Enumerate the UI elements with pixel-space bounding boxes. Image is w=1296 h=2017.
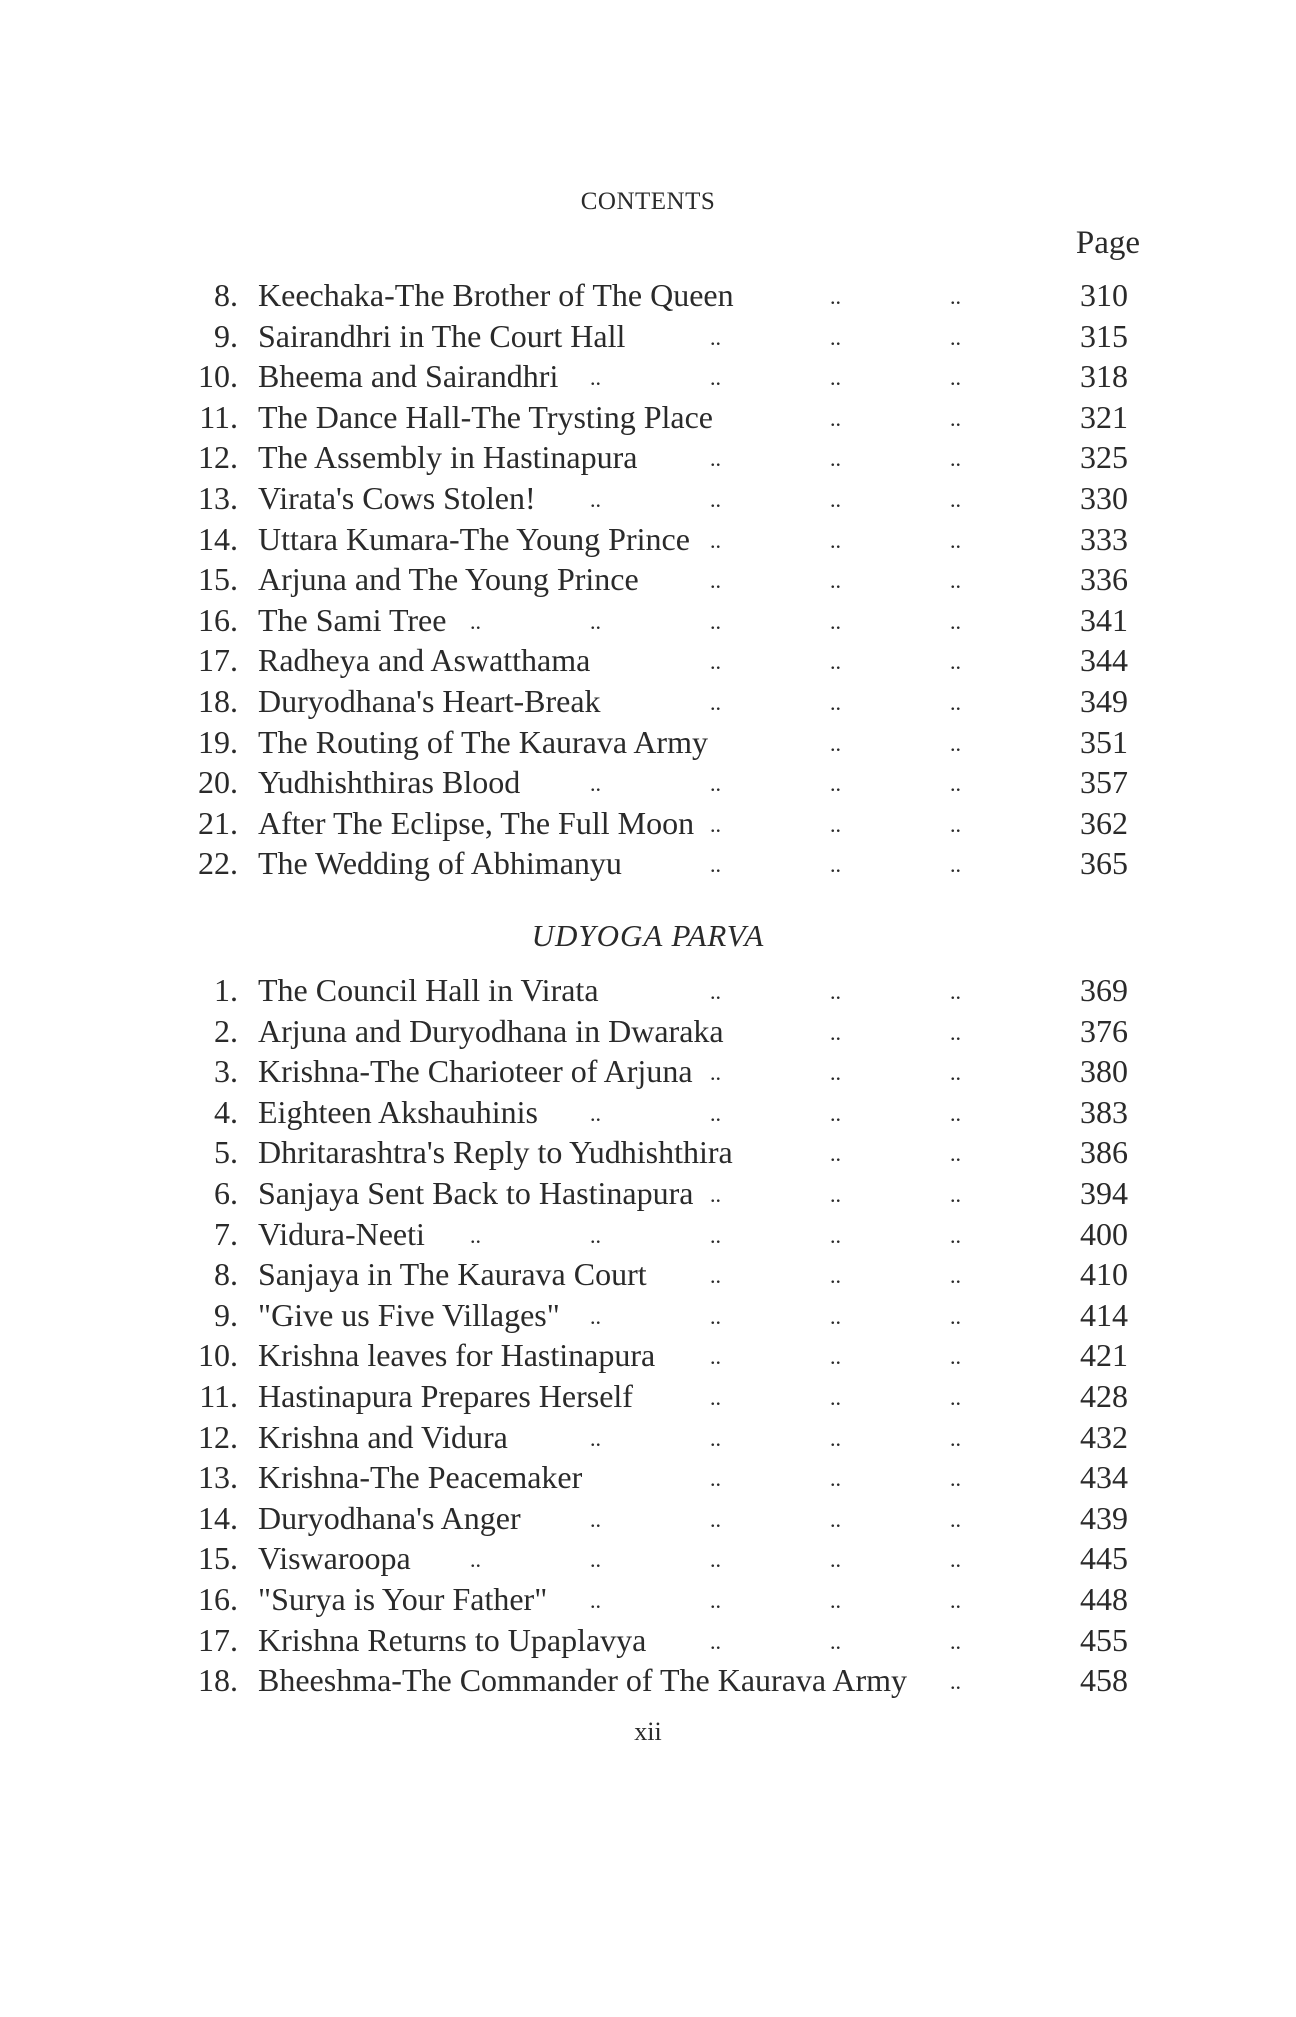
entry-page-number: 380 [1080, 1053, 1128, 1090]
entry-number: 10. [198, 1337, 238, 1374]
entry-page-number: 434 [1080, 1459, 1128, 1496]
entry-page-number: 341 [1080, 601, 1128, 638]
entry-page-number: 349 [1080, 682, 1128, 719]
entry-title: Vidura-Neeti [258, 1215, 425, 1252]
entry-number: 13. [198, 479, 238, 516]
entry-title: Yudhishthiras Blood [258, 764, 521, 801]
entry-page-number: 400 [1080, 1215, 1128, 1252]
entry-number: 1. [214, 972, 238, 1008]
toc-entry [0, 762, 1296, 803]
toc-list-virata-parva [0, 275, 1296, 884]
entry-number: 13. [198, 1459, 238, 1496]
dot-leader: .. .. .. .. [590, 1303, 961, 1329]
entry-title: Uttara Kumara-The Young Prince [258, 520, 690, 557]
dot-leader: .. .. .. [710, 1466, 961, 1492]
entry-title: Krishna-The Charioteer of Arjuna [258, 1053, 693, 1090]
entry-page-number: 421 [1080, 1337, 1128, 1374]
toc-entry [0, 1498, 1296, 1539]
dot-leader: .. .. .. [710, 1344, 961, 1370]
contents-heading: CONTENTS [580, 188, 716, 215]
entry-number: 14. [198, 520, 238, 557]
dot-leader: .. .. .. [710, 1263, 961, 1289]
dot-leader: .. .. [830, 284, 961, 309]
toc-entry [0, 1376, 1296, 1417]
entry-number: 16. [198, 1580, 238, 1617]
dot-leader: .. .. .. [710, 324, 961, 350]
entry-page-number: 458 [1080, 1662, 1128, 1699]
dot-leader: .. .. [830, 1019, 961, 1045]
entry-number: 18. [198, 682, 238, 719]
toc-entry [0, 640, 1296, 681]
dot-leader: .. .. .. [710, 1181, 961, 1207]
entry-number: 14. [198, 1499, 238, 1536]
entry-page-number: 365 [1080, 845, 1128, 882]
entry-title: Keechaka-The Brother of The Queen [258, 277, 734, 313]
entry-number: 2. [214, 1012, 238, 1049]
entry-page-number: 351 [1080, 723, 1128, 760]
dot-leader: .. [950, 1669, 961, 1695]
toc-entry [0, 559, 1296, 600]
entry-title: Virata's Cows Stolen! [258, 479, 536, 516]
entry-title: The Dance Hall-The Trysting Place [258, 398, 713, 435]
entry-title: The Sami Tree [258, 601, 447, 638]
page-number-folio: xii [634, 1717, 662, 1746]
toc-entry [0, 1254, 1296, 1295]
toc-entry [0, 1214, 1296, 1255]
entry-page-number: 318 [1080, 358, 1128, 395]
toc-entry [0, 722, 1296, 763]
entry-number: 3. [214, 1053, 238, 1090]
toc-entry [0, 1660, 1296, 1701]
entry-number: 21. [198, 804, 238, 841]
toc-entry [0, 1173, 1296, 1214]
entry-title: Sanjaya in The Kaurava Court [258, 1256, 647, 1293]
entry-title: Radheya and Aswatthama [258, 642, 591, 679]
entry-number: 5. [214, 1134, 238, 1171]
dot-leader: .. .. .. [710, 1060, 961, 1086]
entry-number: 22. [198, 845, 238, 882]
entry-number: 6. [214, 1174, 238, 1211]
entry-number: 7. [214, 1215, 238, 1252]
toc-entry [0, 1538, 1296, 1579]
toc-entry [0, 437, 1296, 478]
dot-leader: .. .. [830, 405, 961, 431]
entry-number: 17. [198, 1621, 238, 1658]
entry-number: 12. [198, 439, 238, 476]
entry-page-number: 362 [1080, 804, 1128, 841]
dot-leader: .. .. .. [710, 811, 961, 837]
entry-page-number: 344 [1080, 642, 1128, 679]
entry-page-number: 410 [1080, 1256, 1128, 1293]
entry-title: Krishna Returns to Upaplavya [258, 1621, 647, 1658]
entry-title: Sanjaya Sent Back to Hastinapura [258, 1174, 694, 1211]
page-column-label: Page [1075, 225, 1140, 261]
dot-leader: .. .. .. [710, 979, 961, 1004]
entry-page-number: 310 [1080, 277, 1128, 313]
entry-page-number: 369 [1080, 972, 1128, 1008]
entry-title: The Wedding of Abhimanyu [258, 845, 622, 882]
entry-page-number: 394 [1080, 1174, 1128, 1211]
entry-number: 20. [198, 764, 238, 801]
entry-page-number: 439 [1080, 1499, 1128, 1536]
toc-entry [0, 843, 1296, 884]
entry-number: 15. [198, 1540, 238, 1577]
dot-leader: .. .. .. .. .. [470, 1222, 961, 1248]
entry-page-number: 432 [1080, 1418, 1128, 1455]
entry-title: Dhritarashtra's Reply to Yudhishthira [258, 1134, 733, 1171]
dot-leader: .. .. .. .. .. [470, 608, 961, 634]
entry-title: Arjuna and Duryodhana in Dwaraka [258, 1012, 724, 1049]
dot-leader: .. .. .. .. [590, 771, 961, 797]
entry-number: 16. [198, 601, 238, 638]
entry-title: The Council Hall in Virata [258, 972, 599, 1008]
entry-page-number: 445 [1080, 1540, 1128, 1577]
dot-leader: .. .. .. [710, 1384, 961, 1410]
entry-title: After The Eclipse, The Full Moon [258, 804, 695, 841]
entry-number: 17. [198, 642, 238, 679]
entry-page-number: 315 [1080, 317, 1128, 354]
dot-leader: .. .. .. [710, 527, 961, 553]
entry-title: "Give us Five Villages" [258, 1296, 560, 1333]
dot-leader: .. .. .. [710, 689, 961, 715]
toc-entry [0, 397, 1296, 438]
entry-title: Viswaroopa [258, 1540, 411, 1577]
entry-title: "Surya is Your Father" [258, 1580, 548, 1617]
section-heading: UDYOGA PARVA [531, 918, 765, 953]
toc-entry [0, 681, 1296, 722]
dot-leader: .. .. .. [710, 1628, 961, 1654]
entry-title: The Assembly in Hastinapura [258, 439, 638, 476]
dot-leader: .. .. .. [710, 852, 961, 878]
entry-page-number: 357 [1080, 764, 1128, 801]
entry-page-number: 448 [1080, 1580, 1128, 1617]
entry-page-number: 325 [1080, 439, 1128, 476]
toc-entry [0, 1335, 1296, 1376]
toc-list-udyoga-parva [0, 970, 1296, 1701]
entry-number: 10. [198, 358, 238, 395]
toc-entry [0, 356, 1296, 397]
toc-entry [0, 519, 1296, 560]
entry-page-number: 383 [1080, 1093, 1128, 1130]
dot-leader: .. .. .. .. [590, 1100, 961, 1126]
toc-entry [0, 275, 1296, 316]
entry-number: 4. [214, 1093, 238, 1130]
dot-leader: .. .. .. [710, 446, 961, 472]
dot-leader: .. .. .. .. [590, 486, 961, 512]
entry-number: 9. [214, 317, 238, 354]
entry-page-number: 414 [1080, 1296, 1128, 1333]
dot-leader: .. .. .. .. [590, 1425, 961, 1451]
toc-entry [0, 970, 1296, 1011]
entry-title: Duryodhana's Heart-Break [258, 682, 601, 719]
entry-number: 11. [199, 1377, 238, 1414]
entry-title: Hastinapura Prepares Herself [258, 1377, 633, 1414]
toc-entry [0, 316, 1296, 357]
entry-title: Krishna-The Peacemaker [258, 1459, 583, 1496]
entry-number: 11. [199, 398, 238, 435]
entry-title: Bheema and Sairandhri [258, 358, 559, 395]
entry-page-number: 428 [1080, 1377, 1128, 1414]
dot-leader: .. .. .. [710, 649, 961, 675]
toc-entry [0, 1457, 1296, 1498]
entry-page-number: 330 [1080, 479, 1128, 516]
entry-page-number: 333 [1080, 520, 1128, 557]
entry-number: 9. [214, 1296, 238, 1333]
entry-page-number: 376 [1080, 1012, 1128, 1049]
toc-entry [0, 1132, 1296, 1173]
entry-title: Eighteen Akshauhinis [258, 1093, 538, 1130]
entry-number: 19. [198, 723, 238, 760]
entry-page-number: 321 [1080, 398, 1128, 435]
toc-entry [0, 1579, 1296, 1620]
entry-title: Krishna and Vidura [258, 1418, 508, 1455]
toc-entry [0, 1011, 1296, 1052]
toc-entry [0, 1092, 1296, 1133]
toc-entry [0, 1620, 1296, 1661]
entry-number: 12. [198, 1418, 238, 1455]
entry-page-number: 336 [1080, 561, 1128, 598]
toc-entry [0, 1295, 1296, 1336]
toc-entry [0, 1051, 1296, 1092]
dot-leader: .. .. .. .. .. [470, 1547, 961, 1573]
toc-entry [0, 1417, 1296, 1458]
dot-leader: .. .. .. .. [590, 1587, 961, 1613]
entry-number: 18. [198, 1662, 238, 1699]
toc-entry [0, 478, 1296, 519]
dot-leader: .. .. .. .. [590, 1506, 961, 1532]
dot-leader: .. .. .. .. [590, 365, 961, 391]
dot-leader: .. .. [830, 730, 961, 756]
toc-entry [0, 600, 1296, 641]
entry-title: Arjuna and The Young Prince [258, 561, 639, 598]
dot-leader: .. .. .. [710, 568, 961, 594]
entry-title: Bheeshma-The Commander of The Kaurava Army [258, 1662, 907, 1699]
dot-leader: .. .. [830, 1141, 961, 1167]
entry-number: 8. [214, 1256, 238, 1293]
entry-number: 15. [198, 561, 238, 598]
entry-number: 8. [214, 277, 238, 313]
toc-entry [0, 803, 1296, 844]
entry-title: Sairandhri in The Court Hall [258, 317, 626, 354]
entry-page-number: 455 [1080, 1621, 1128, 1658]
entry-title: Duryodhana's Anger [258, 1499, 521, 1536]
entry-page-number: 386 [1080, 1134, 1128, 1171]
entry-title: The Routing of The Kaurava Army [258, 723, 708, 760]
entry-title: Krishna leaves for Hastinapura [258, 1337, 656, 1374]
